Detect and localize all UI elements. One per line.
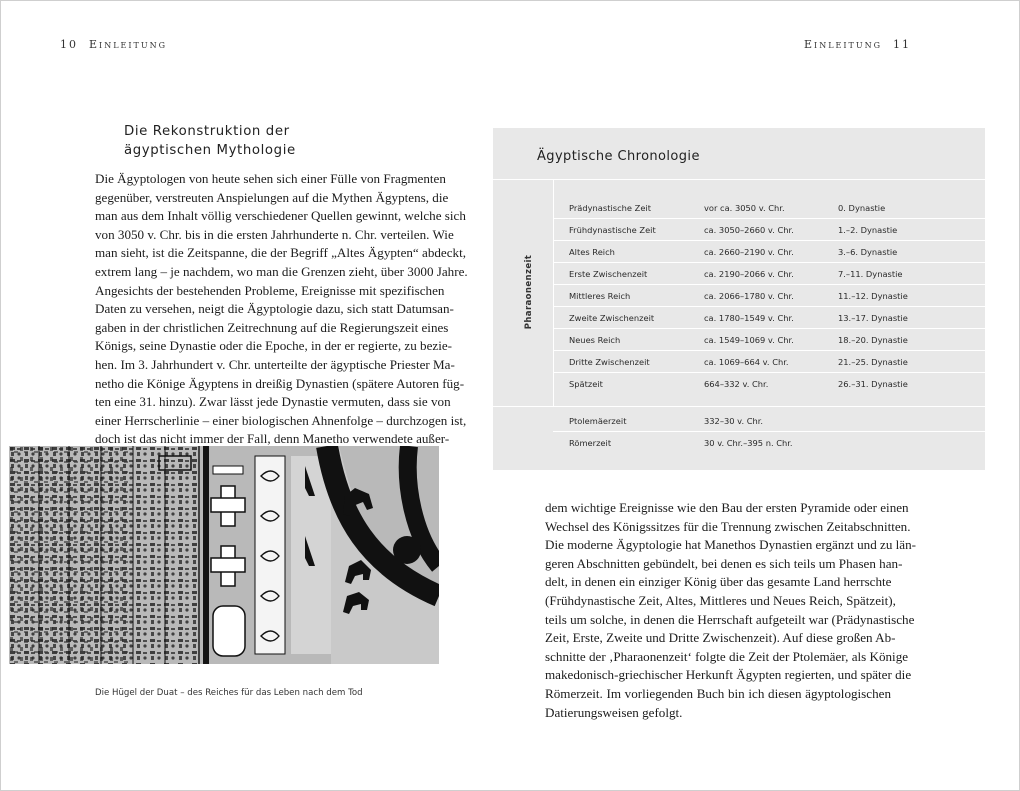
period-dynasty: 21.–25. Dynastie [838,357,908,367]
text-line: extrem lang – je nachdem, wo man die Grenzen zieht, über 3000 Jahre. [95,263,468,279]
running-head-title: Einleitung [89,38,167,51]
period-dynasty: 3.–6. Dynastie [838,247,898,257]
text-line: ten eine 31. hinzu). Zwar lässt jede Dynastie vermuten, dass sie von [95,394,451,410]
chronology-row [569,409,985,431]
period-dynasty: 1.–2. Dynastie [838,225,898,235]
text-line: doch ist das nicht immer der Fall, denn Manetho verwendete außer- [95,431,450,447]
period-date: vor ca. 3050 v. Chr. [704,203,785,213]
text-line: (Frühdynastische Zeit, Altes, Mittleres und Neues Reich, Spätzeit), [545,592,896,608]
chronology-row [569,306,985,328]
period-name: Erste Zwischenzeit [569,269,648,279]
right-body-text [545,499,917,722]
chronology-row [569,431,985,453]
chronology-row [569,218,985,240]
text-line: man aus dem Inhalt völlig verschiedener Quellen gewinnt, welche sich [95,208,466,224]
period-dynasty: 18.–20. Dynastie [838,335,908,345]
page-number: 10 [60,38,78,51]
period-name: Zweite Zwischenzeit [569,313,655,323]
text-line: Königs, seine Dynastie oder die Epoche, in der er regierte, zu bezie- [95,338,453,354]
pharaonenzeit-label: Pharaonenzeit [524,254,534,330]
text-line: Zeit, Erste, Zweite und Dritte Zwischenzeit). Auf diese großen Ab- [545,630,896,646]
period-name: Neues Reich [569,335,621,345]
chronology-title: Ägyptische Chronologie [537,149,700,164]
period-date: ca. 2190–2066 v. Chr. [704,269,794,279]
divider [493,179,985,180]
chronology-row [569,328,985,350]
period-date: ca. 2660–2190 v. Chr. [704,247,794,257]
running-head-right [804,38,911,51]
text-line: von 3050 v. Chr. bis in die ersten Jahrhunderte n. Chr. verteilen. Wie [95,226,454,242]
text-line: dem wichtige Ereignisse wie den Bau der ersten Pyramide oder einen [545,500,909,515]
text-line: delt, in denen ein einziger König über das gesamte Land herrschte [545,574,892,590]
period-date: 664–332 v. Chr. [704,379,769,389]
section-heading-line: Die Rekonstruktion der [124,124,290,139]
period-date: ca. 1780–1549 v. Chr. [704,313,794,323]
divider [493,406,985,407]
period-date: 30 v. Chr.–395 n. Chr. [704,438,793,448]
text-line: Angesichts der bestehenden Probleme, Ereignisse mit spezifischen [95,282,445,298]
left-body-text [95,170,468,449]
text-line: einer Herrscherlinie – einer biologischen Ahnenfolge – durchzogen ist, [95,412,467,428]
chronology-row [569,372,985,394]
chronology-box [493,128,985,470]
chronology-row [569,284,985,306]
running-head-title: Einleitung [804,38,882,51]
text-line: gaben in der christlichen Zeitrechnung auf die Regierungszeit eines [95,319,449,335]
text-line: man sieht, ist die Zeitspanne, die der Begriff „Altes Ägypten“ abdeckt, [95,245,466,261]
figure-caption: Die Hügel der Duat – des Reiches für das Leben nach dem Tod [95,688,363,698]
text-line: hen. Im 3. Jahrhundert v. Chr. unterteilte der ägyptische Priester Ma- [95,356,455,372]
period-name: Altes Reich [569,247,615,257]
text-line: geren Abschnitten gebündelt, bei denen es sich teils um Phasen han- [545,555,903,571]
period-dynasty: 13.–17. Dynastie [838,313,908,323]
period-name: Römerzeit [569,438,612,448]
text-line: teils um solche, in denen die Herrschaft aufgeteilt war (Prädynastische [545,611,915,627]
page-number: 11 [893,38,911,51]
text-line: Die Ägyptologen von heute sehen sich einer Fülle von Fragmenten [95,171,446,186]
period-name: Prädynastische Zeit [569,203,651,213]
chronology-row [569,262,985,284]
period-name: Mittleres Reich [569,291,631,301]
chronology-row [569,350,985,372]
period-name: Frühdynastische Zeit [569,225,656,235]
period-name: Ptolemäerzeit [569,416,627,426]
period-date: ca. 2066–1780 v. Chr. [704,291,794,301]
period-date: ca. 1549–1069 v. Chr. [704,335,794,345]
period-date: 332–30 v. Chr. [704,416,764,426]
text-line: Die moderne Ägyptologie hat Manethos Dynastien ergänzt und zu län- [545,537,917,553]
papyrus-drawing [9,446,439,664]
chronology-row [569,196,985,218]
section-heading [124,122,324,160]
period-date: ca. 1069–664 v. Chr. [704,357,789,367]
period-dynasty: 11.–12. Dynastie [838,291,908,301]
text-line: schnitte der ‚Pharaonenzeit‘ folgte die Zeit der Ptolemäer, als Könige [545,648,909,664]
text-line: makedonisch-griechischer Herkunft Ägypten regierten, und später die [545,667,912,683]
text-line: gegenüber, verstreuten Anspielungen auf die Mythen Ägyptens, die [95,189,449,205]
period-date: ca. 3050–2660 v. Chr. [704,225,794,235]
period-dynasty: 26.–31. Dynastie [838,379,908,389]
section-heading-line: ägyptischen Mythologie [124,143,296,158]
text-line: Daten zu versehen, neigt die Ägyptologie dazu, sich statt Datumsan- [95,301,454,317]
period-name: Spätzeit [569,379,603,389]
period-dynasty: 0. Dynastie [838,203,886,213]
papyrus-illustration [9,446,439,664]
text-line: Wechsel des Königssitzes für die Trennung zwischen Zeitabschnitten. [545,518,911,534]
running-head-left [60,38,167,51]
chronology-row [569,240,985,262]
period-dynasty: 7.–11. Dynastie [838,269,903,279]
period-name: Dritte Zwischenzeit [569,357,650,367]
text-line: Römerzeit. Im vorliegenden Buch bin ich diesen ägyptologischen [545,685,891,701]
text-line: Datierungsweisen gefolgt. [545,704,683,720]
text-line: netho die Könige Ägyptens in dreißig Dynastien (spätere Autoren füg- [95,375,465,391]
